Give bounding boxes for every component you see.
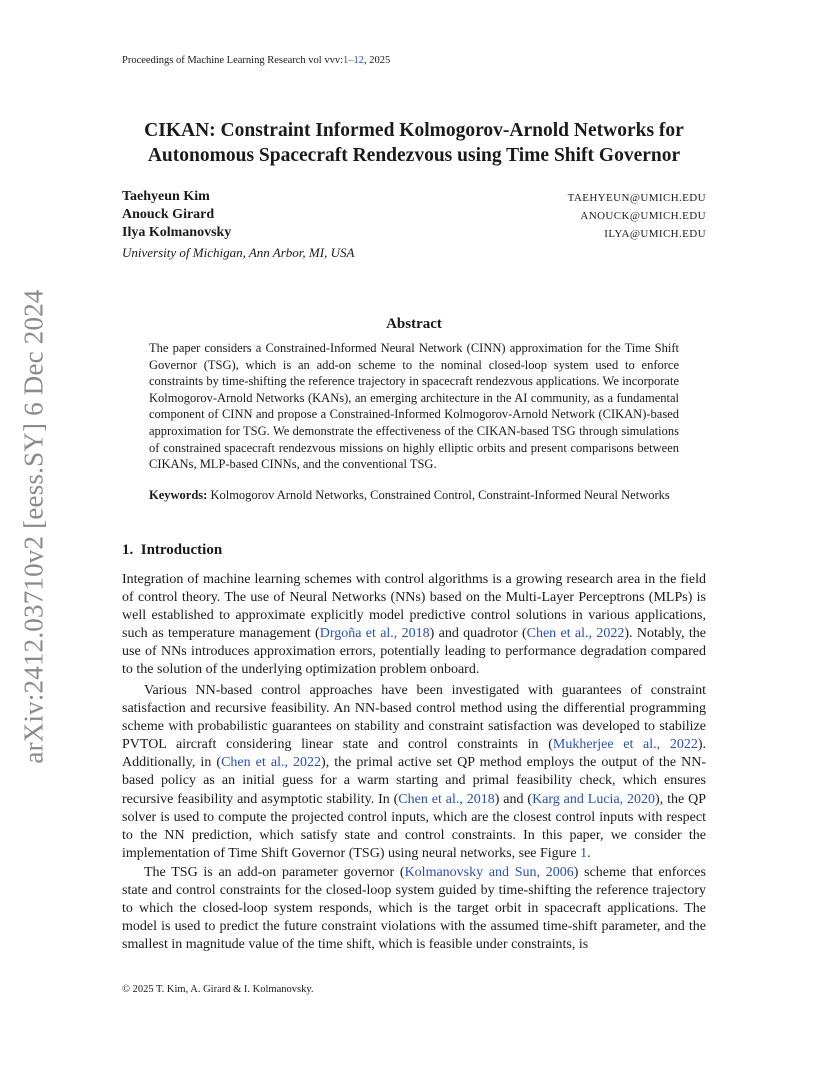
text-span: ) and (	[494, 791, 533, 807]
paper-title	[100, 118, 728, 168]
text-span: ), the QP solver is used to compute the projected control inputs, which are the closest control inputs with respect to the NN prediction, which satisfy state and control constraints. In this paper, we consider the implementation of Time Shift Governor (TSG) using neural networks, see Figure	[122, 791, 706, 861]
text-span: Integration of machine learning schemes with control algorithms is a growing research area in the field of control theory. The use of Neural Networks (NNs) based on the Multi-Layer Perceptrons (MLPs) is well established to approximate explicitly model predictive control solutions in various applications, such as temperature management (	[122, 572, 706, 642]
author-email-3: ILYA@UMICH.EDU	[604, 228, 706, 240]
arxiv-identifier-stamp	[8, 286, 60, 766]
arxiv-identifier-text: arXiv:2412.03710v2 [eess.SY] 6 Dec 2024	[18, 288, 49, 764]
text-span: ) scheme that enforces state and control constraints for the closed-loop system guided by time-shifting the reference trajectory to which the closed-loop system responds, which is the target orbit in spacecraft applications. The model is used to predict the future constraint violations with the assumed time-shift parameter, and the smallest in magnitude value of the time shift, which is feasible under constraints, is	[122, 865, 706, 953]
keywords	[149, 487, 679, 504]
section-title: Introduction	[140, 542, 223, 558]
affiliation: University of Michigan, Ann Arbor, MI, USA	[122, 245, 355, 260]
author-name-1: Taehyeun Kim	[122, 189, 210, 204]
title-line-1: CIKAN: Constraint Informed Kolmogorov-Arnold Networks for	[144, 120, 684, 141]
intro-paragraph-3	[122, 864, 706, 954]
section-number: 1.	[122, 542, 134, 558]
intro-paragraph-2	[122, 682, 706, 863]
citation-link[interactable]: Kolmanovsky and Sun, 2006	[404, 865, 574, 880]
page-range-link[interactable]: 1–12	[343, 55, 365, 66]
author-name-2: Anouck Girard	[122, 207, 215, 222]
abstract-heading: Abstract	[386, 316, 442, 332]
text-span: ) and quadrotor (	[429, 626, 527, 642]
author-name-3: Ilya Kolmanovsky	[122, 225, 232, 240]
text-span: ), the primal active set QP method employs the output of the NN-based policy as an initial guess for a warm starting and primal feasibility check, which ensures recursive feasibility and asymptotic stability. In (	[122, 755, 706, 807]
text-span: ). Notably, the use of NNs introduces approximation errors, potentially leading to performance degradation compared to the solution of the underlying optimization problem onboard.	[122, 626, 706, 678]
section-heading	[122, 542, 222, 559]
text-span: ). Additionally, in (	[122, 737, 706, 771]
running-head	[122, 55, 390, 66]
title-line-2: Autonomous Spacecraft Rendezvous using Time Shift Governor	[147, 145, 681, 166]
text-span: Various NN-based control approaches have been investigated with guarantees of constraint satisfaction and recursive feasibility. An NN-based control method using the differential programming scheme with probabilistic guarantees on stability and constraint satisfaction was developed to stabilize PVTOL aircraft considering linear state and control constraints in (	[122, 683, 706, 753]
citation-link[interactable]: Karg and Lucia, 2020	[532, 791, 656, 807]
keywords-label: Keywords:	[149, 488, 208, 502]
author-email-1: TAEHYEUN@UMICH.EDU	[567, 192, 706, 204]
abstract-text: The paper considers a Constrained-Informed Neural Network (CINN) approximation for the Time Shift Governor (TSG), which is an add-on scheme to the nominal closed-loop system used to enforce constraints by time-shifting the reference trajectory in spacecraft rendezvous applications. We incorporate Kolmogorov-Arnold Networks (KANs), an emerging architecture in the AI community, as a fundamental component of CINN and propose a Constrained-Informed Kolmogorov-Arnold Network (CIKAN)-based approximation for TSG. We demonstrate the effectiveness of the CIKAN-based TSG through simulations of constrained spacecraft rendezvous missions on highly elliptic orbits and present comparisons between CIKANs, MLP-based CINNs, and the conventional TSG.	[149, 341, 679, 472]
citation-link[interactable]: Mukherjee et al., 2022	[552, 737, 698, 753]
citation-link[interactable]: Drgoña et al., 2018	[319, 626, 430, 642]
citation-link[interactable]: Chen et al., 2022	[221, 755, 322, 771]
keywords-text: Kolmogorov Arnold Networks, Constrained Control, Constraint-Informed Neural Networks	[210, 488, 670, 502]
citation-link[interactable]: Chen et al., 2022	[526, 626, 625, 642]
intro-paragraph-1	[122, 571, 706, 680]
text-span: The TSG is an add-on parameter governor (	[144, 865, 405, 880]
copyright-notice: © 2025 T. Kim, A. Girard & I. Kolmanovsky.	[122, 984, 314, 995]
running-head-suffix: , 2025	[364, 55, 391, 66]
author-email-2: ANOUCK@UMICH.EDU	[580, 210, 706, 222]
text-span: .	[587, 845, 591, 861]
figure-link[interactable]: 1	[580, 845, 588, 861]
running-head-prefix: Proceedings of Machine Learning Research vol vvv:	[122, 55, 344, 66]
citation-link[interactable]: Chen et al., 2018	[398, 791, 495, 807]
